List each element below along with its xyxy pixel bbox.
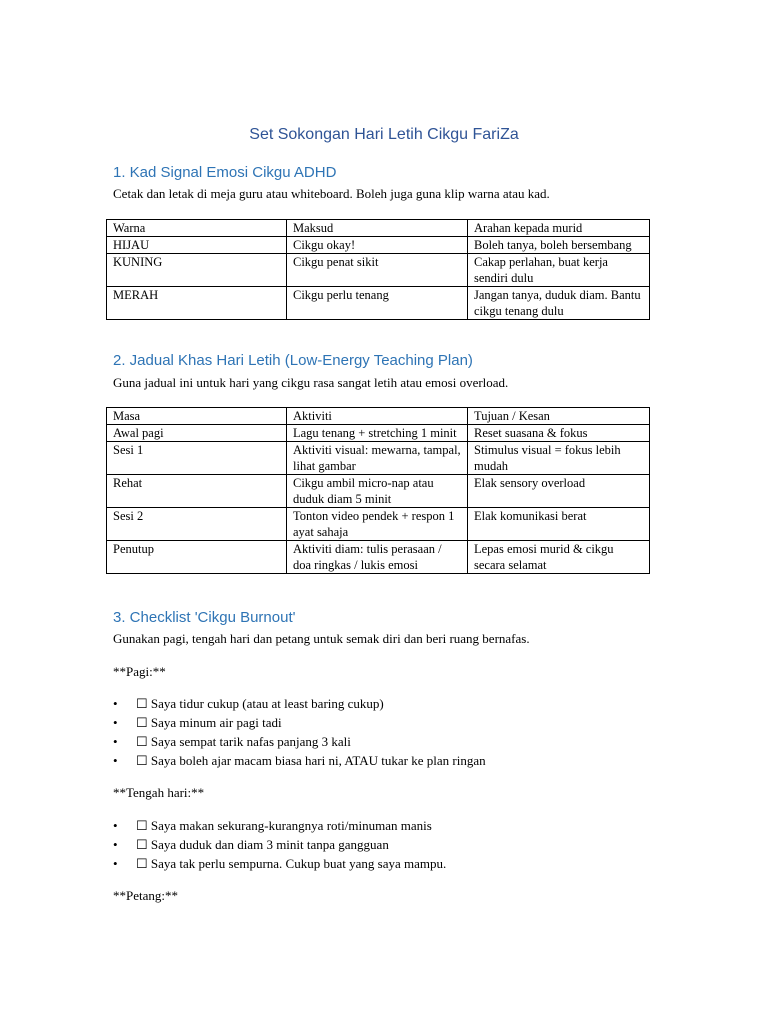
list-item	[113, 751, 486, 770]
bullet-icon: •	[113, 715, 118, 730]
checkbox-icon[interactable]: ☐	[136, 753, 148, 768]
list-item	[113, 835, 446, 854]
bullet-icon: •	[113, 837, 118, 852]
table-cell: Boleh tanya, boleh bersembang	[468, 237, 650, 254]
checklist-text: Saya minum air pagi tadi	[150, 715, 282, 730]
section-3-intro: Gunakan pagi, tengah hari dan petang untuk semak diri dan beri ruang bernafas.	[113, 631, 530, 646]
list-item	[113, 854, 446, 873]
emotion-signal-table	[106, 219, 650, 320]
table-cell: Cikgu perlu tenang	[287, 287, 468, 320]
section-1-heading: 1. Kad Signal Emosi Cikgu ADHD	[113, 164, 337, 181]
checklist-text: Saya boleh ajar macam biasa hari ni, ATAU tukar ke plan ringan	[150, 753, 486, 768]
petang-label: **Petang:**	[113, 888, 178, 903]
list-item	[113, 713, 486, 732]
table-cell: Aktiviti visual: mewarna, tampal, lihat gambar	[287, 442, 468, 475]
checkbox-icon[interactable]: ☐	[136, 856, 148, 871]
table-cell: Jangan tanya, duduk diam. Bantu cikgu tenang dulu	[468, 287, 650, 320]
bullet-icon: •	[113, 753, 118, 768]
checklist-text: Saya sempat tarik nafas panjang 3 kali	[150, 734, 351, 749]
table-cell: Awal pagi	[107, 425, 287, 442]
checkbox-icon[interactable]: ☐	[136, 734, 148, 749]
table-header-cell: Arahan kepada murid	[468, 220, 650, 237]
checklist-text: Saya duduk dan diam 3 minit tanpa gangguan	[150, 837, 389, 852]
table-row	[107, 254, 650, 287]
checklist-text: Saya tidur cukup (atau at least baring cukup)	[150, 696, 384, 711]
table-row	[107, 287, 650, 320]
bullet-icon: •	[113, 856, 118, 871]
table-cell: Reset suasana & fokus	[468, 425, 650, 442]
table-header-row	[107, 408, 650, 425]
checkbox-icon[interactable]: ☐	[136, 818, 148, 833]
list-item	[113, 694, 486, 713]
table-cell: Cakap perlahan, buat kerja sendiri dulu	[468, 254, 650, 287]
table-cell: Sesi 1	[107, 442, 287, 475]
table-cell: MERAH	[107, 287, 287, 320]
table-header-row	[107, 220, 650, 237]
table-cell: Elak komunikasi berat	[468, 508, 650, 541]
table-cell: Sesi 2	[107, 508, 287, 541]
table-cell: Penutup	[107, 541, 287, 574]
low-energy-schedule-table	[106, 407, 650, 574]
checklist-text: Saya tak perlu sempurna. Cukup buat yang saya mampu.	[150, 856, 447, 871]
table-header-cell: Aktiviti	[287, 408, 468, 425]
bullet-icon: •	[113, 818, 118, 833]
pagi-checklist	[113, 694, 486, 770]
table-cell: Stimulus visual = fokus lebih mudah	[468, 442, 650, 475]
tengah-hari-checklist	[113, 816, 446, 873]
table-header-cell: Masa	[107, 408, 287, 425]
checkbox-icon[interactable]: ☐	[136, 837, 148, 852]
table-header-cell: Maksud	[287, 220, 468, 237]
table-cell: Elak sensory overload	[468, 475, 650, 508]
checklist-text: Saya makan sekurang-kurangnya roti/minuman manis	[150, 818, 432, 833]
list-item	[113, 816, 446, 835]
bullet-icon: •	[113, 734, 118, 749]
table-header-cell: Tujuan / Kesan	[468, 408, 650, 425]
section-1-intro: Cetak dan letak di meja guru atau whiteboard. Boleh juga guna klip warna atau kad.	[113, 186, 550, 201]
list-item	[113, 732, 486, 751]
bullet-icon: •	[113, 696, 118, 711]
pagi-label: **Pagi:**	[113, 664, 166, 679]
checkbox-icon[interactable]: ☐	[136, 696, 148, 711]
table-row	[107, 541, 650, 574]
table-row	[107, 508, 650, 541]
table-cell: Lagu tenang + stretching 1 minit	[287, 425, 468, 442]
section-2-intro: Guna jadual ini untuk hari yang cikgu rasa sangat letih atau emosi overload.	[113, 375, 509, 390]
table-cell: Cikgu ambil micro-nap atau duduk diam 5 minit	[287, 475, 468, 508]
checkbox-icon[interactable]: ☐	[136, 715, 148, 730]
document-title: Set Sokongan Hari Letih Cikgu FariZa	[249, 126, 519, 143]
table-cell: Aktiviti diam: tulis perasaan / doa ringkas / lukis emosi	[287, 541, 468, 574]
table-cell: Tonton video pendek + respon 1 ayat sahaja	[287, 508, 468, 541]
table-cell: HIJAU	[107, 237, 287, 254]
table-cell: Cikgu penat sikit	[287, 254, 468, 287]
table-row	[107, 237, 650, 254]
table-row	[107, 442, 650, 475]
section-2-heading: 2. Jadual Khas Hari Letih (Low-Energy Teaching Plan)	[113, 352, 473, 369]
table-row	[107, 425, 650, 442]
section-3-heading: 3. Checklist 'Cikgu Burnout'	[113, 609, 296, 626]
table-cell: Lepas emosi murid & cikgu secara selamat	[468, 541, 650, 574]
tengah-hari-label: **Tengah hari:**	[113, 785, 205, 800]
table-cell: Rehat	[107, 475, 287, 508]
table-row	[107, 475, 650, 508]
table-header-cell: Warna	[107, 220, 287, 237]
table-cell: KUNING	[107, 254, 287, 287]
table-cell: Cikgu okay!	[287, 237, 468, 254]
